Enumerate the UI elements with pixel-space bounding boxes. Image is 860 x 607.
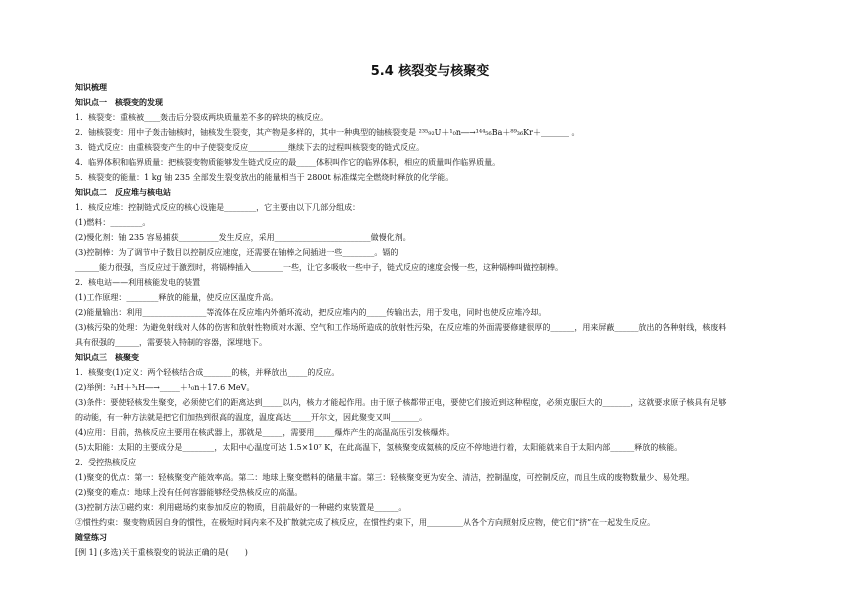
text-line: (3)控制棒：为了调节中子数目以控制反应速度，还需要在铀棒之间插进一些________。镉的 <box>75 248 399 257</box>
text-line: (5)太阳能：太阳的主要成分是________，太阳中心温度可达 1.5×10⁷ K，在此高温下，氢核聚变成氦核的反应不停地进行着，太阳能就来自于太阳内部______释放的核能。 <box>75 443 683 452</box>
text-line: 1．核裂变：重核被____轰击后分裂成两块质量差不多的碎块的核反应。 <box>75 113 329 122</box>
text-line: (1)工作原理：________释放的能量，使反应区温度升高。 <box>75 293 279 302</box>
text-line: 4．临界体积和临界质量：把核裂变物质能够发生链式反应的最_____体积叫作它的临界体积，相应的质量叫作临界质量。 <box>75 158 501 167</box>
text-line: 5．核裂变的能量：1 kg 铀 235 全部发生裂变放出的能量相当于 2800t 标准煤完全燃烧时释放的化学能。 <box>75 173 454 182</box>
text-line: (2)聚变的难点：地球上没有任何容器能够经受热核反应的高温。 <box>75 488 303 497</box>
text-line: (2)慢化剂：铀 235 容易捕获__________发生反应，采用________________________做慢化剂。 <box>75 233 411 242</box>
text-line: (2)能量输出：利用________________等流体在反应堆内外循环流动，把反应堆内的_____传输出去，用于发电，同时也使反应堆冷却。 <box>75 308 547 317</box>
text-line: (4)应用：目前，热核反应主要用在核武器上，那就是_____，需要用_____爆炸产生的高温高压引发核爆炸。 <box>75 428 455 437</box>
text-line: (3)核污染的处理：为避免射线对人体的伤害和放射性物质对水源、空气和工作场所造成的放射性污染，在反应堆的外面需要修建很厚的______，用来屏蔽______放出的各种射线，核废料 <box>75 323 727 332</box>
text-line: (3)条件：要使轻核发生聚变，必须使它们的距离达到_____以内，核力才能起作用。由于原子核都带正电，要使它们接近到这种程度，必须克服巨大的_______，这就要求原子核具有足够 <box>75 398 727 407</box>
text-line: 具有很强的______，需要装入特制的容器，深埋地下。 <box>75 338 267 347</box>
section-heading: 知识点二 反应堆与核电站 <box>75 188 171 197</box>
text-line: (2)举例：²₁H＋³₁H―→_____＋¹₀n＋17.6 MeV。 <box>75 383 255 392</box>
document-body <box>75 80 795 560</box>
text-line: 1．核反应堆：控制链式反应的核心设施是________，它主要由以下几部分组成： <box>75 203 361 212</box>
text-line: 2．核电站——利用核能发电的装置 <box>75 278 201 287</box>
text-line: ②惯性约束：聚变物质因自身的惯性，在极短时间内来不及扩散就完成了核反应，在惯性约束下，用_________从各个方向照射反应物，使它们“挤”在一起发生反应。 <box>75 518 656 527</box>
text-line: 2．受控热核反应 <box>75 458 137 467</box>
page-title: 5.4 核裂变与核聚变 <box>370 64 490 79</box>
text-line: (3)控制方法①磁约束：利用磁场约束参加反应的物质，目前最好的一种磁约束装置是______。 <box>75 503 407 512</box>
section-heading: 随堂练习 <box>75 533 107 542</box>
text-line: [例 1] (多选)关于重核裂变的说法正确的是( ) <box>75 548 248 557</box>
text-line: 2．铀核裂变：用中子轰击铀核时，铀核发生裂变，其产物是多样的，其中一种典型的铀核裂变是 ²³⁵₉₂U＋¹₀n―→¹⁴⁴₅₆Ba＋⁸⁹₃₆Kr＋_______ 。 <box>75 128 580 137</box>
text-line: 3．链式反应：由重核裂变产生的中子使裂变反应__________继续下去的过程叫核裂变的链式反应。 <box>75 143 425 152</box>
text-line: 1．核聚变(1)定义：两个轻核结合成_______的核，并释放出_____的反应。 <box>75 368 340 377</box>
text-line: 的动能，有一种方法就是把它们加热到很高的温度，温度高达_____开尔文，因此聚变又叫_______。 <box>75 413 427 422</box>
section-heading: 知识点三 核聚变 <box>75 353 139 362</box>
section-heading: 知识梳理 <box>75 83 107 92</box>
text-line: (1)聚变的优点：第一：轻核聚变产能效率高。第二：地球上聚变燃料的储量丰富。第三：轻核聚变更为安全、清洁，控制温度，可控制反应，而且生成的废物数量少、易处理。 <box>75 473 695 482</box>
section-heading: 知识点一 核裂变的发现 <box>75 98 163 107</box>
text-line: (1)燃料：________。 <box>75 218 151 227</box>
text-line: ______能力很强，当反应过于激烈时，将镉棒插入________一些，让它多吸收一些中子，链式反应的速度会慢一些，这种镉棒叫做控制棒。 <box>75 263 563 272</box>
